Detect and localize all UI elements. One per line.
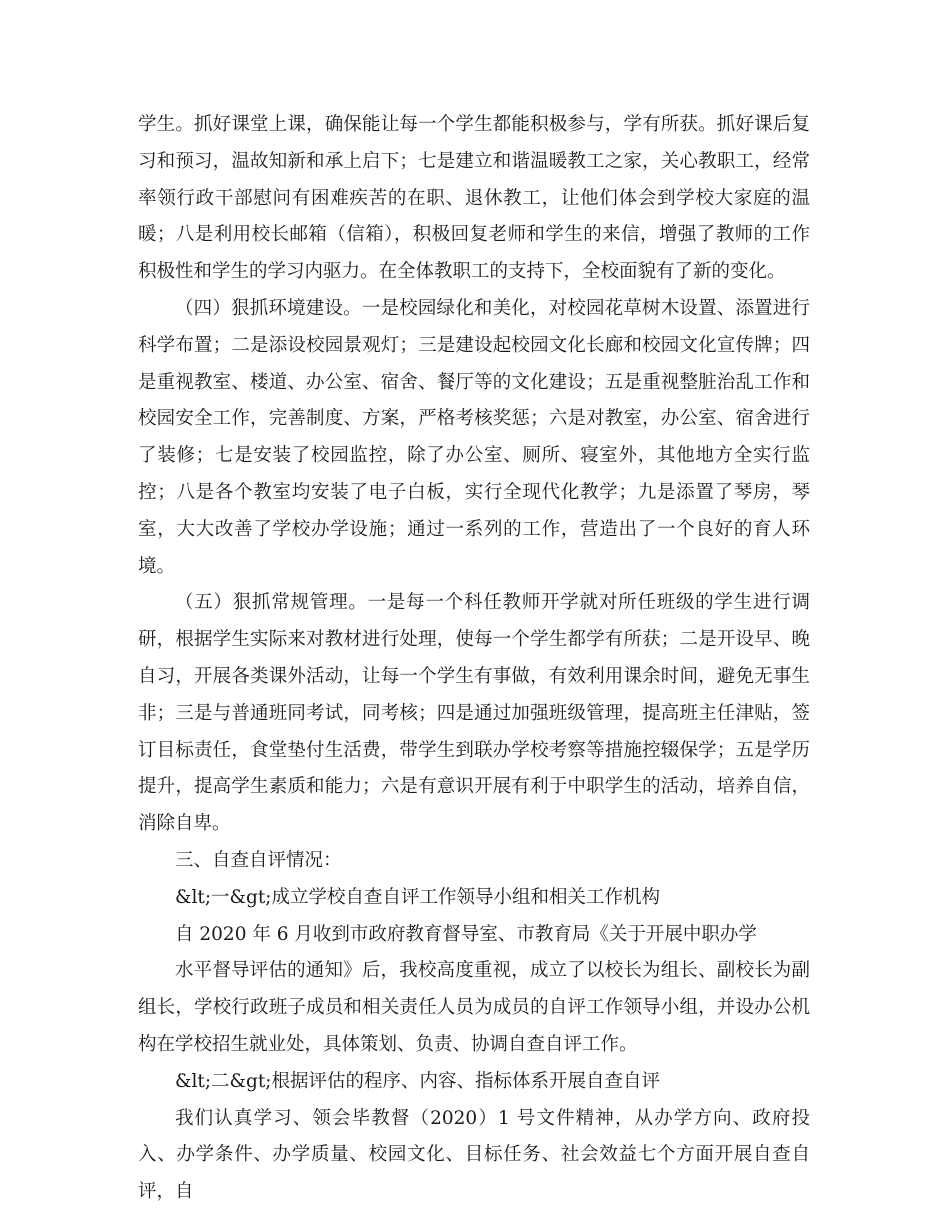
paragraph-leadership-group: 水平督导评估的通知》后，我校高度重视，成立了以校长为组长、副校长为副组长，学校行政班子成员和相关责任人员为成员的自评工作领导小组，并设办公机构在学校招生就业处，具体策划、负责、协调自查自评工作。 (138, 960, 810, 1055)
paragraph-notice-intro: 自 2020 年 6 月收到市政府教育督导室、市教育局《关于开展中职办学 (175, 923, 757, 945)
subheading-leadership-group: &lt;一&gt;成立学校自查自评工作领导小组和相关工作机构 (175, 886, 661, 908)
paragraph-evaluation-process: 我们认真学习、领会毕教督（2020）1 号文件精神，从办学方向、政府投入、办学条件、办学质量、校园文化、目标任务、社会效益七个方面开展自查自评，自 (138, 1107, 810, 1203)
paragraph-environment: （四）狠抓环境建设。一是校园绿化和美化，对校园花草树木设置、添置进行科学布置；二是添设校园景观灯；三是建设起校园文化长廊和校园文化宣传牌；四是重视教室、楼道、办公室、宿舍、餐厅等的文化建设；五是重视整脏治乱工作和校园安全工作，完善制度、方案，严格考核奖惩；六是对教室，办公室、宿舍进行了装修；七是安装了校园监控，除了办公室、厕所、寝室外，其他地方全实行监控；八是各个教室均安装了电子白板，实行全现代化教学；九是添置了琴房，琴室，大大改善了学校办学设施；通过一系列的工作，营造出了一个良好的育人环境。 (138, 297, 810, 577)
subheading-evaluation-process: &lt;二&gt;根据评估的程序、内容、指标体系开展自查自评 (175, 1070, 661, 1092)
paragraph-continuation: 学生。抓好课堂上课，确保能让每一个学生都能积极参与，学有所获。抓好课后复习和预习，温故知新和承上启下；七是建立和谐温暖教工之家，关心教职工，经常率领行政干部慰问有困难疾苦的在职、退休教工，让他们体会到学校大家庭的温暖；八是利用校长邮箱（信箱），积极回复老师和学生的来信，增强了教师的工作积极性和学生的学习内驱力。在全体教职工的支持下，全校面貌有了新的变化。 (138, 114, 810, 283)
section-heading-self-evaluation: 三、自查自评情况： (175, 849, 342, 871)
paragraph-routine-management: （五）狠抓常规管理。一是每一个科任教师开学就对所任班级的学生进行调研，根据学生实际来对教材进行处理，使每一个学生都学有所获；二是开设早、晚自习，开展各类课外活动，让每一个学生有事做，有效利用课余时间，避免无事生非；三是与普通班同考试，同考核；四是通过加强班级管理，提高班主任津贴，签订目标责任，食堂垫付生活费，带学生到联办学校考察等措施控辍保学；五是学历提升，提高学生素质和能力；六是有意识开展有利于中职学生的活动，培养自信，消除自卑。 (138, 592, 810, 835)
document-body (138, 107, 810, 1211)
